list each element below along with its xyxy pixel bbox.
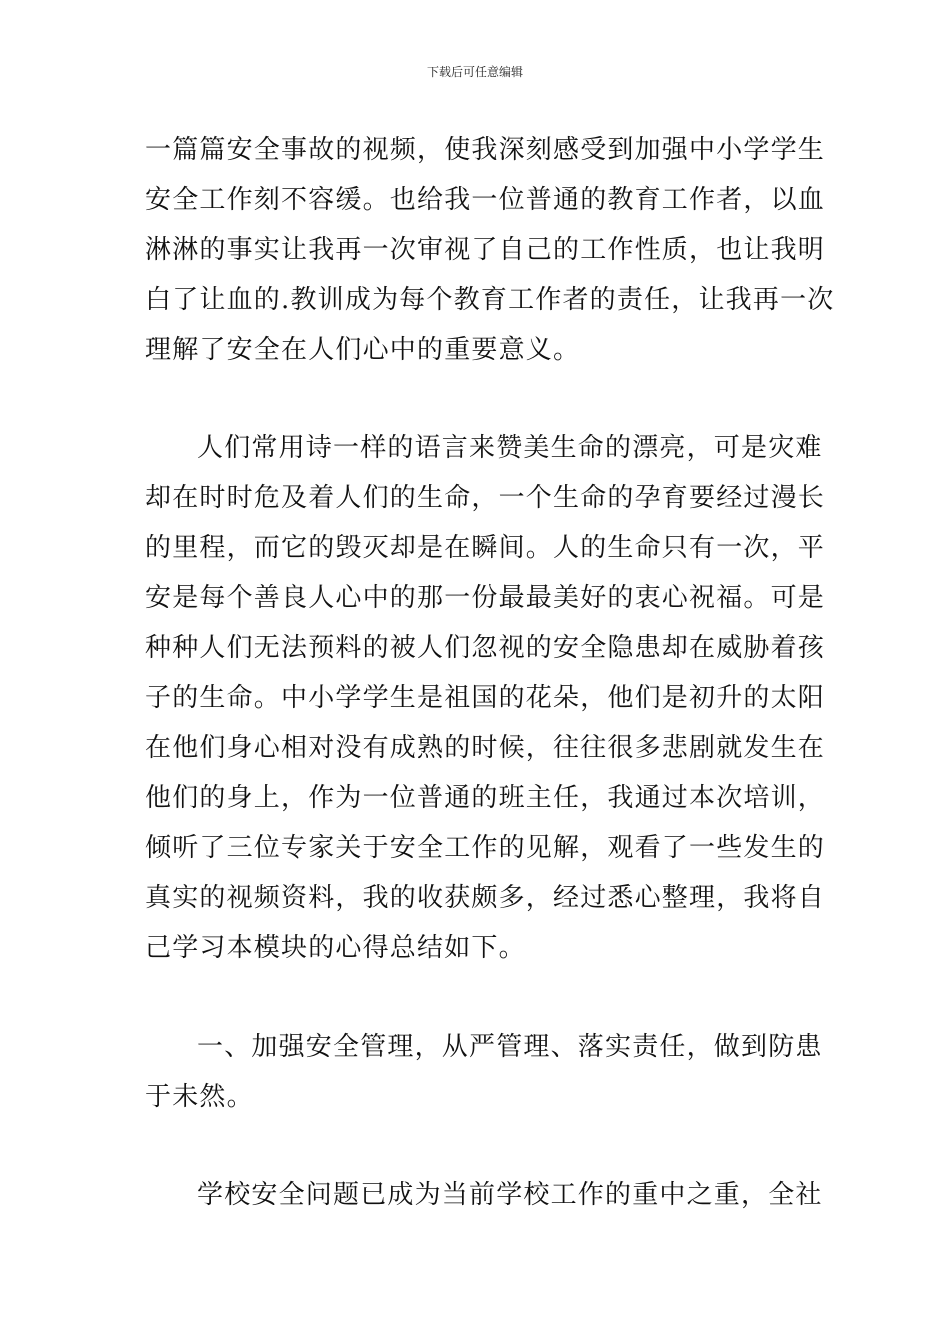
page-header: 下载后可任意编辑: [426, 65, 523, 79]
text-line: 己学习本模块的心得总结如下。: [145, 933, 526, 963]
text-line: 一篇篇安全事故的视频，使我深刻感受到加强中小学学生: [145, 135, 826, 165]
text-line: 子的生命。中小学学生是祖国的花朵，他们是初升的太阳: [145, 683, 826, 713]
text-line: 真实的视频资料，我的收获颇多，经过悉心整理，我将自: [145, 883, 826, 913]
text-line: 安是每个善良人心中的那一份最最美好的衷心祝福。可是: [145, 583, 826, 613]
text-line: 淋淋的事实让我再一次审视了自己的工作性质，也让我明: [145, 235, 826, 265]
text-line: 在他们身心相对没有成熟的时候，往往很多悲剧就发生在: [145, 733, 826, 763]
text-line: 于未然。: [145, 1082, 254, 1112]
text-line: 白了让血的.教训成为每个教育工作者的责任，让我再一次: [145, 285, 835, 315]
text-line: 的里程，而它的毁灭却是在瞬间。人的生命只有一次，平: [145, 533, 826, 563]
text-line: 种种人们无法预料的被人们忽视的安全隐患却在威胁着孩: [145, 633, 826, 663]
text-line: 一、加强安全管理，从严管理、落实责任，做到防患: [197, 1032, 823, 1062]
text-line: 学校安全问题已成为当前学校工作的重中之重，全社: [197, 1180, 823, 1210]
text-line: 理解了安全在人们心中的重要意义。: [145, 335, 581, 365]
text-line: 他们的身上，作为一位普通的班主任，我通过本次培训，: [145, 783, 826, 813]
text-line: 倾听了三位专家关于安全工作的见解，观看了一些发生的: [145, 833, 826, 863]
text-line: 却在时时危及着人们的生命，一个生命的孕育要经过漫长: [145, 483, 826, 513]
text-line: 安全工作刻不容缓。也给我一位普通的教育工作者，以血: [145, 185, 826, 215]
text-line: 人们常用诗一样的语言来赞美生命的漂亮，可是灾难: [197, 433, 823, 463]
